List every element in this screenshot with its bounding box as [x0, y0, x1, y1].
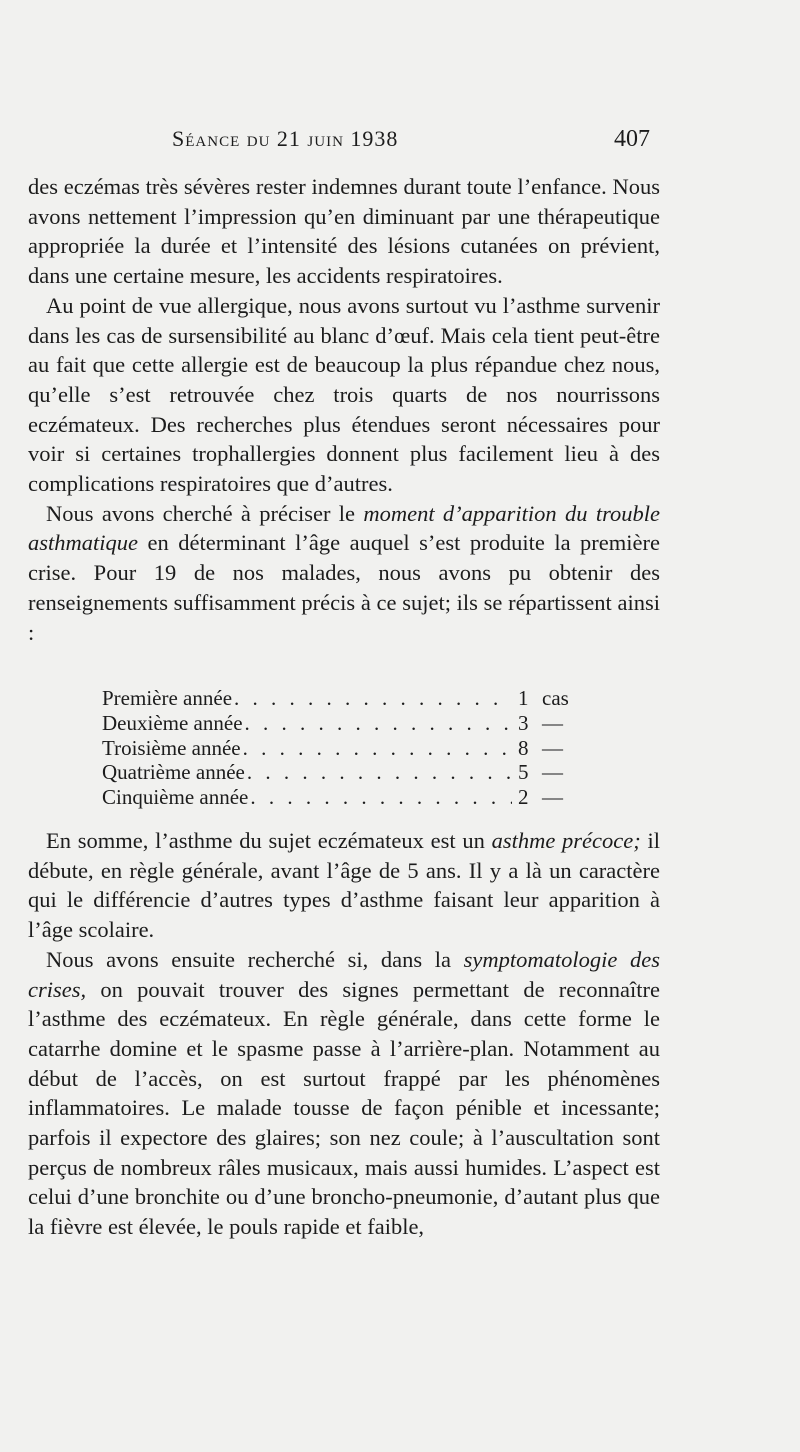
body-text-bottom — [28, 826, 660, 1242]
dot-leader — [234, 686, 512, 711]
running-head-prefix: Séance du — [172, 126, 271, 151]
table-row — [102, 760, 582, 785]
dot-leader — [250, 785, 512, 810]
row-count: 5 — [518, 760, 529, 785]
row-count: 2 — [518, 785, 529, 810]
paragraph-3 — [28, 499, 660, 648]
row-count: 1 — [518, 686, 529, 710]
table-row — [102, 686, 582, 711]
paragraph-1: des eczémas très sévères rester indemnes durant toute l’enfance. Nous avons nettement l’impression qu’en diminuant par une thérapeutique appropriée la durée et l’intensité des lésions cutanées on prévient, dans une certaine mesure, les accidents respiratoires. — [28, 174, 660, 289]
onset-age-table — [102, 686, 582, 810]
row-unit: cas — [542, 686, 569, 710]
dot-leader — [245, 711, 512, 736]
row-unit: — — [542, 760, 563, 785]
paragraph-5-start: Nous avons ensuite recherché si, dans la — [46, 946, 464, 972]
row-year: Cinquième année — [102, 785, 249, 810]
running-head-day: 21 — [276, 126, 301, 151]
paragraph-3-end: en déterminant l’âge auquel s’est produite la première crise. Pour 19 de nos malades, nous avons pu obtenir des renseignements suffisamment précis à ce sujet; ils se répartissent ainsi : — [28, 530, 660, 645]
dot-leader — [247, 760, 512, 785]
row-unit: — — [542, 710, 563, 735]
row-count: 3 — [518, 710, 529, 735]
row-unit: — — [542, 735, 563, 760]
row-year: Troisième année — [102, 735, 241, 760]
running-head — [172, 126, 398, 152]
row-year: Deuxième année — [102, 710, 243, 735]
table-row — [102, 711, 582, 736]
running-head-month: juin — [307, 126, 344, 151]
page-number: 407 — [614, 126, 650, 152]
row-year: Première année — [102, 686, 233, 710]
paragraph-3-italic: moment d’apparition du trouble asthmatique — [28, 500, 660, 556]
paragraph-5 — [28, 945, 660, 1242]
paragraph-4-start: En somme, l’asthme du sujet eczémateux est un — [46, 828, 492, 853]
running-head-year: 1938 — [350, 126, 399, 151]
paragraph-5-italic: symptomatologie des crises, — [28, 946, 660, 1002]
paragraph-5-end: on pouvait trouver des signes permettant de reconnaître l’asthme des eczémateux. En règle générale, dans cette forme le catarrhe domine et le spasme passe à l’arrière-plan. Notamment au début de l’accès, on est surtout frappé par les phénomènes inflammatoires. Le malade tousse de façon pénible et incessante; parfois il expectore des glaires; son nez coule; à l’auscultation sont perçus de nombreux râles musicaux, mais aussi humides. L’aspect est celui d’une bronchite ou d’une broncho-pneumonie, d’autant plus que la fièvre est élevée, le pouls rapide et faible, — [28, 976, 660, 1240]
table-row — [102, 785, 582, 810]
table-row — [102, 736, 582, 761]
paragraph-4-italic: asthme précoce; — [491, 828, 641, 853]
paragraph-4-end: il débute, en règle générale, avant l’âge de 5 ans. Il y a là un caractère qui le différencie d’autres types d’asthme faisant leur apparition à l’âge scolaire. — [28, 828, 660, 943]
paragraph-4 — [28, 826, 660, 945]
paragraph-3-start: Nous avons cherché à préciser le — [46, 500, 364, 526]
row-unit: — — [542, 785, 563, 810]
row-year: Quatrième année — [102, 760, 245, 785]
paragraph-2: Au point de vue allergique, nous avons surtout vu l’asthme survenir dans les cas de sursensibilité au blanc d’œuf. Mais cela tient peut-être au fait que cette allergie est de beaucoup la plus répandue chez nous, qu’elle s’est retrouvée chez trois quarts de nos nourrissons eczémateux. Des recherches plus étendues seront nécessaires pour voir si certaines trophallergies donnent plus facilement lieu à des complications respiratoires que d’autres. — [28, 292, 660, 497]
row-count: 8 — [518, 735, 529, 760]
body-text-top — [28, 172, 660, 647]
dot-leader — [243, 736, 512, 761]
